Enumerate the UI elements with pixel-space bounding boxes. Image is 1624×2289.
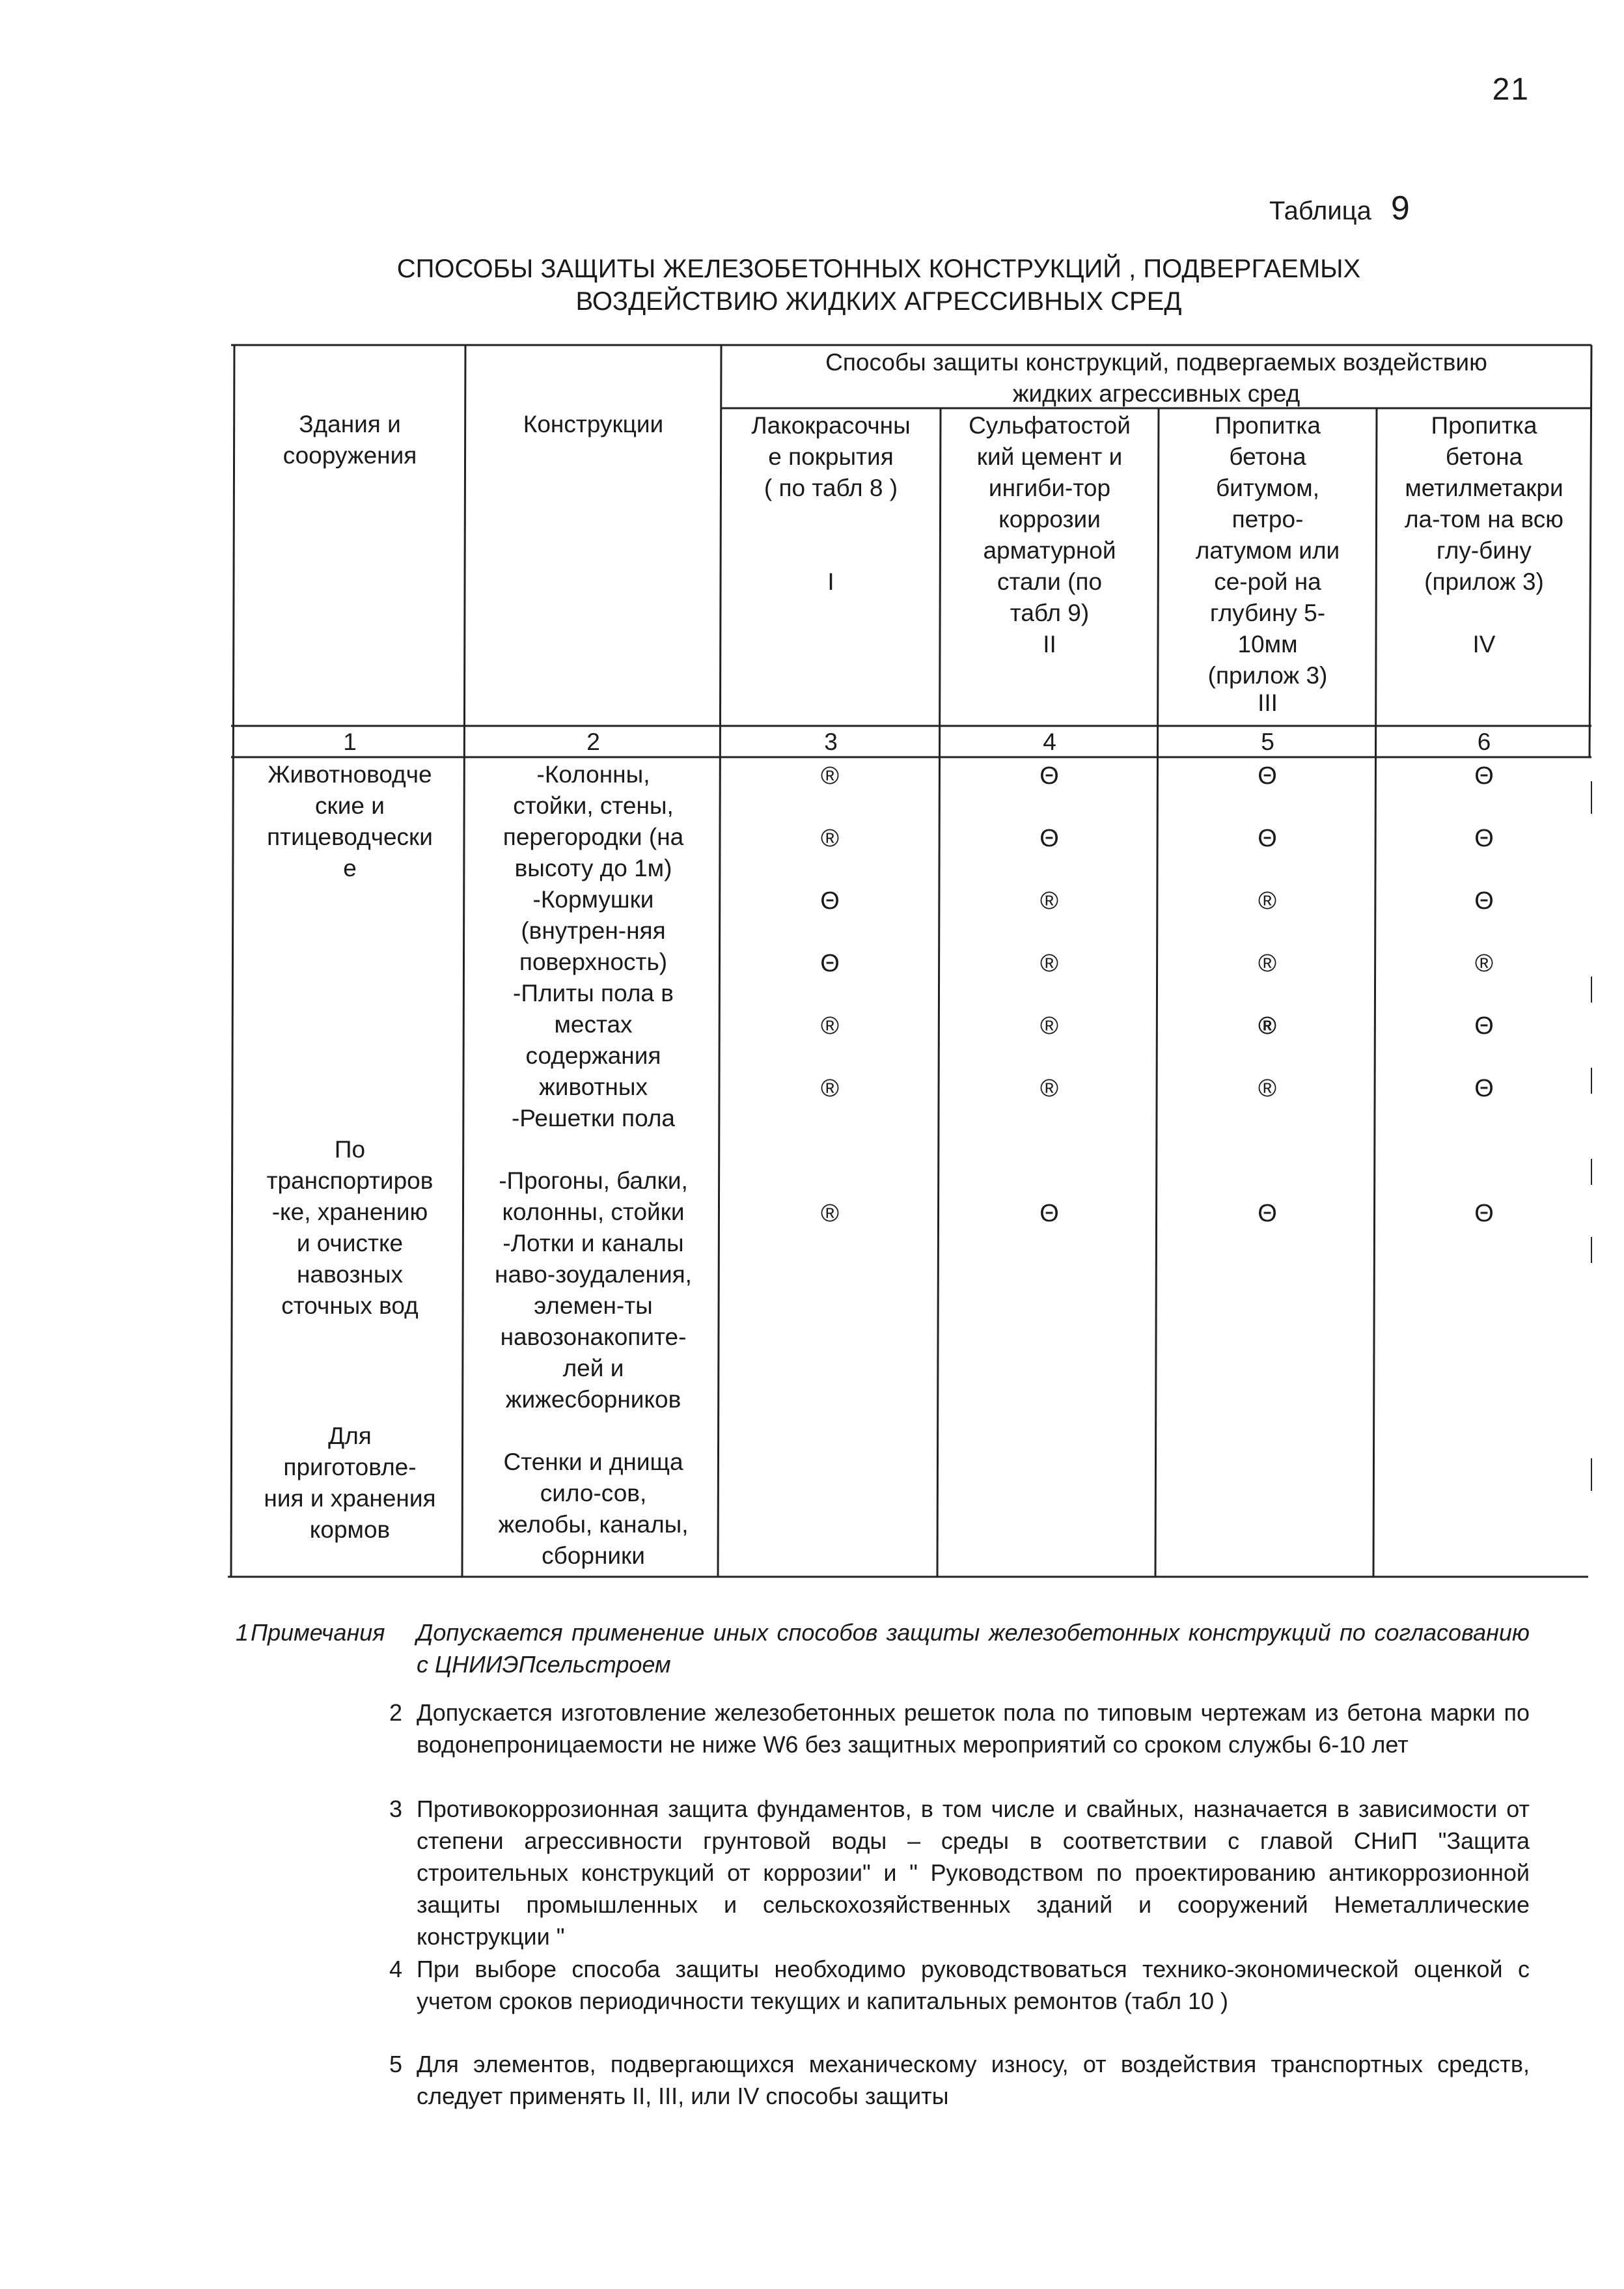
- header-buildings: [234, 409, 465, 471]
- construction-line: Стенки и днища: [503, 1449, 683, 1475]
- symbol-mark: Θ: [1258, 1200, 1277, 1227]
- symbol-mark: ®: [1040, 950, 1058, 977]
- note-number: 4: [389, 1956, 403, 1982]
- header-line: ла-том на всю: [1404, 506, 1564, 533]
- header-line: ( по табл 8 ): [764, 475, 898, 501]
- symbol-mark: Θ: [820, 950, 840, 977]
- building-line: птицеводчески: [267, 824, 433, 850]
- construction-line: местах: [554, 1011, 633, 1038]
- construction-line: навозонакопите-: [500, 1324, 687, 1350]
- construction-line: (внутрен-няя: [521, 917, 666, 944]
- header-line: II: [1043, 631, 1056, 658]
- header-method-1: [721, 410, 941, 598]
- symbol-mark: Θ: [1474, 1200, 1494, 1227]
- note-number: 5: [389, 2051, 403, 2077]
- title-line: ВОЗДЕЙСТВИЮ ЖИДКИХ АГРЕССИВНЫХ СРЕД: [575, 287, 1182, 316]
- symbol-mark: ®: [1475, 950, 1493, 977]
- building-manure: [234, 1134, 465, 1322]
- building-line: кормов: [309, 1516, 391, 1543]
- symbol-mark: ®: [1258, 887, 1276, 915]
- header-line: Пропитка: [1431, 412, 1537, 439]
- header-line: (прилож 3): [1207, 662, 1328, 689]
- note-item: [389, 1697, 1530, 1760]
- construction-line: -Решетки пола: [511, 1105, 676, 1131]
- symbol-mark: Θ: [1474, 1012, 1494, 1040]
- column-number: 6: [1477, 728, 1491, 755]
- symbol-mark: Θ: [1474, 887, 1494, 915]
- header-line: [1377, 598, 1591, 629]
- symbol-mark: ®: [1258, 1075, 1276, 1102]
- column-number: 2: [586, 728, 600, 755]
- construction-line: желобы, каналы,: [498, 1511, 689, 1538]
- note-text: Противокоррозионная защита фундаментов, в том числе и свайных, назначается в зависимости от степени агрессивности грунтовой воды – среды в соответствии с главой СНиП "Защита строительных конструкций от коррозии" и " Руководством по проектированию антикоррозионной защиты промышленных и сельскохозяйственных зданий и сооружений Неметаллические конструкции ": [417, 1796, 1530, 1950]
- symbol-mark: ®: [821, 1200, 839, 1227]
- construction-line: -Лотки и каналы: [502, 1230, 684, 1256]
- header-line: Пропитка: [1215, 412, 1321, 439]
- symbol-mark: ®: [821, 762, 839, 790]
- building-line: ские и: [315, 792, 385, 819]
- header-line: сооружения: [282, 442, 417, 469]
- building-line: Животноводче: [268, 761, 432, 788]
- header-method-4: [1377, 410, 1591, 660]
- header-line: бетона: [1445, 443, 1523, 470]
- building-line: навозных: [297, 1261, 403, 1288]
- header-line: латумом или: [1195, 537, 1340, 564]
- note-item: [389, 1793, 1530, 1952]
- table-reference-label: Таблица: [1269, 197, 1371, 225]
- note-text: Допускается применение иных способов защиты железобетонных конструкций по согласованию с ЦНИИЭПсельстроем: [417, 1619, 1530, 1678]
- header-method-3: [1159, 410, 1377, 715]
- construction-line: поверхность): [519, 949, 668, 975]
- construction-line: наво-зоудаления,: [495, 1261, 692, 1288]
- building-line: е: [343, 855, 357, 881]
- note-text: Для элементов, подвергающихся механическому износу, от воздействия транспортных средств, следует применять II, III, или IV способы защиты: [417, 2051, 1530, 2109]
- column-number: 3: [824, 728, 838, 755]
- header-line: се-рой на: [1214, 568, 1321, 595]
- symbol-mark: Θ: [1474, 1075, 1494, 1102]
- symbol-mark: Θ: [1474, 825, 1494, 852]
- note-text: При выборе способа защиты необходимо руководствоваться технико-экономической оценкой с учетом сроков периодичности текущих и капитальных ремонтов (табл 10 ): [417, 1956, 1530, 2014]
- header-line: стали (по: [997, 568, 1103, 595]
- header-line: глубину 5-: [1209, 600, 1326, 626]
- symbol-mark: Θ: [820, 887, 840, 915]
- header-line: битумом,: [1215, 475, 1320, 501]
- symbol-mark: ®: [1258, 1012, 1276, 1040]
- building-line: транспортиров: [266, 1167, 434, 1194]
- building-line: приготовле-: [283, 1454, 417, 1480]
- symbol-mark: Θ: [1039, 762, 1059, 790]
- construction-line: сило-сов,: [540, 1480, 647, 1506]
- symbol-mark: ®: [1040, 887, 1058, 915]
- header-line: жидких агрессивных сред: [1012, 380, 1301, 407]
- construction-line: животных: [539, 1074, 648, 1100]
- symbol-mark: ®: [1258, 950, 1276, 977]
- header-line: Здания и: [299, 411, 401, 437]
- header-line: Сульфатостой: [969, 412, 1131, 439]
- building-line: По: [334, 1136, 366, 1163]
- header-line: метилметакри: [1405, 475, 1563, 501]
- building-livestock: [234, 759, 465, 884]
- construction-line: сборники: [542, 1542, 645, 1569]
- column-number: 5: [1261, 728, 1274, 755]
- construction-line: элемен-ты: [534, 1292, 653, 1319]
- symbol-mark: Θ: [1474, 762, 1494, 790]
- header-methods-group: [721, 347, 1591, 409]
- table-reference-number: 9: [1390, 189, 1410, 227]
- construction-line: перегородки (на: [502, 824, 684, 850]
- construction-line: колонны, стойки: [502, 1199, 685, 1225]
- symbol-mark: ®: [821, 1012, 839, 1040]
- symbol-mark: Θ: [1039, 825, 1059, 852]
- building-line: и очистке: [296, 1230, 404, 1256]
- building-line: Для: [328, 1422, 372, 1449]
- note-number: 2: [389, 1699, 403, 1726]
- construction-line: -Кормушки: [532, 886, 654, 913]
- header-line: Лакокрасочны: [751, 412, 911, 439]
- construction-line: жижесборников: [505, 1386, 681, 1413]
- header-line: (прилож 3): [1424, 568, 1544, 595]
- header-line: арматурной: [983, 537, 1116, 564]
- header-line: петро-: [1232, 506, 1304, 533]
- note-text: Допускается изготовление железобетонных решеток пола по типовым чертежам из бетона марки по водонепроницаемости не ниже W6 без защитных мероприятий со сроком службы 6-10 лет: [417, 1699, 1530, 1758]
- header-line: Конструкции: [523, 411, 664, 437]
- building-line: -ке, хранению: [271, 1199, 428, 1225]
- note-item: [389, 1953, 1530, 2017]
- constructions-column: [465, 759, 721, 1572]
- building-line: сточных вод: [281, 1292, 419, 1319]
- notes-label: Примечания: [251, 1619, 385, 1646]
- note-number: 1: [236, 1619, 249, 1646]
- header-constructions: [465, 409, 721, 440]
- construction-line: -Колонны,: [536, 761, 650, 788]
- construction-line: -Плиты пола в: [513, 980, 674, 1006]
- header-line: коррозии: [998, 506, 1101, 533]
- header-line: III: [1258, 689, 1278, 716]
- construction-line: -Прогоны, балки,: [499, 1167, 688, 1194]
- title-line: СПОСОБЫ ЗАЩИТЫ ЖЕЛЕЗОБЕТОННЫХ КОНСТРУКЦИЙ , ПОДВЕРГАЕМЫХ: [396, 255, 1361, 283]
- header-method-2: [941, 410, 1159, 660]
- header-line: Способы защиты конструкций, подвергаемых воздействию: [825, 349, 1487, 376]
- symbol-mark: Θ: [1039, 1200, 1059, 1227]
- column-number: 1: [343, 728, 357, 755]
- building-feed: [234, 1421, 465, 1546]
- header-line: 10мм: [1237, 631, 1298, 658]
- symbol-mark: ®: [1040, 1012, 1058, 1040]
- symbol-mark: ®: [821, 1075, 839, 1102]
- header-line: IV: [1472, 631, 1496, 658]
- table-reference: [1269, 189, 1410, 228]
- construction-line: стойки, стены,: [513, 792, 674, 819]
- note-item: [389, 2048, 1530, 2112]
- header-line: табл 9): [1010, 600, 1090, 626]
- symbol-mark: ®: [821, 825, 839, 852]
- header-line: ингиби-тор: [988, 475, 1111, 501]
- header-line: I: [827, 568, 834, 595]
- header-line: е покрытия: [768, 443, 894, 470]
- construction-line: содержания: [525, 1042, 661, 1069]
- building-line: ния и хранения: [264, 1485, 436, 1512]
- header-line: кий цемент и: [976, 443, 1123, 470]
- header-line: глу-бину: [1437, 537, 1532, 564]
- construction-line: высоту до 1м): [514, 855, 672, 881]
- page-number: 21: [1492, 72, 1530, 107]
- note-number: 3: [389, 1796, 403, 1822]
- construction-line: лей и: [562, 1355, 624, 1381]
- document-title: [325, 253, 1432, 318]
- symbol-mark: Θ: [1258, 762, 1277, 790]
- column-number: 4: [1043, 728, 1056, 755]
- construction-line: [465, 1134, 721, 1165]
- symbol-mark: Θ: [1258, 825, 1277, 852]
- construction-line: [465, 1415, 721, 1447]
- header-line: [721, 535, 941, 566]
- symbol-mark: ®: [1040, 1075, 1058, 1102]
- header-line: бетона: [1229, 443, 1306, 470]
- header-line: [721, 504, 941, 535]
